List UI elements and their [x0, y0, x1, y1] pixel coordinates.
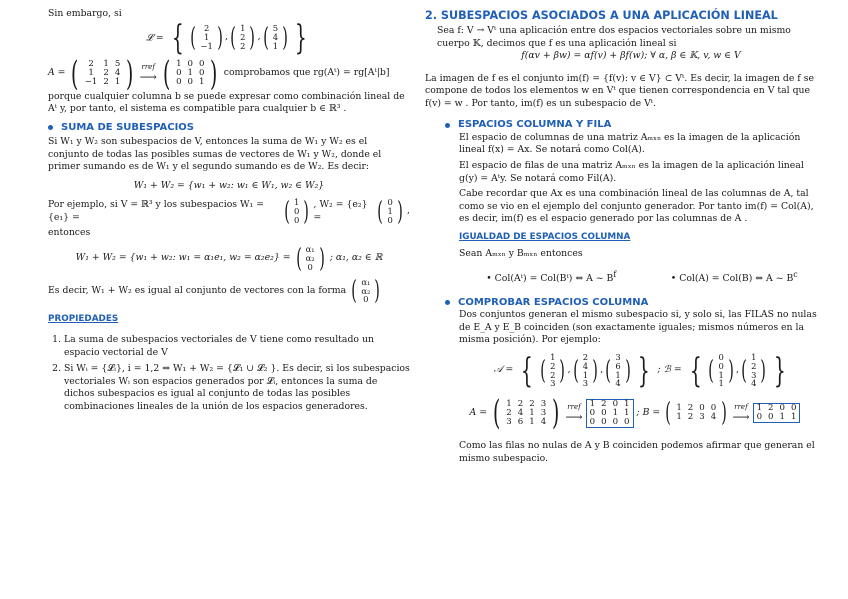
vector-entry: 4 — [751, 378, 757, 389]
matrix-cell: 2 — [601, 398, 607, 409]
def-formula: f(αv + βw) = αf(v) + βf(w); ∀ α, β ∈ 𝕂, v, w ∈ V — [521, 50, 741, 62]
vector-entry: 4 — [582, 360, 589, 371]
matrix-cell: 5 — [114, 59, 121, 70]
matrix-cell: 2 — [103, 77, 109, 88]
matrix-cell: 4 — [540, 416, 547, 427]
set-vector: ( 1 2 3 4 ) — [741, 351, 767, 389]
bullet-icon — [48, 125, 53, 130]
vector-entry: 1 — [272, 40, 279, 51]
matrix-cell: 2 — [88, 59, 94, 70]
vector-entry: 2 — [240, 40, 246, 51]
matrix-cell: 1 — [612, 407, 619, 418]
matrix-rref — [173, 60, 207, 87]
bullet-icon — [445, 123, 450, 128]
form-vector — [359, 278, 372, 304]
then-text: entonces — [48, 226, 91, 238]
matrix-cell: 1 — [790, 412, 797, 423]
vector-entry: 1 — [615, 369, 621, 380]
vector-entry: 4 — [272, 32, 279, 43]
vector-entry: 0 — [363, 294, 369, 305]
matrix-cell: 0 — [176, 77, 182, 88]
left-column — [48, 8, 410, 417]
matrix-cell: 0 — [790, 403, 797, 414]
matrix-cell: 2 — [768, 403, 774, 414]
matrix-cell: 2 — [506, 407, 512, 418]
sum-example-row: W₁ + W₂ = {w₁ + w₂: w₁ = α₁e₁, w₂ = α₂e₂} = ( α₁ α₂ 0 ) ; α₁, α₂ ∈ ℝ — [75, 243, 383, 274]
matrix-cell: 0 — [187, 77, 194, 88]
rref-arrow: rref ⟶ — [565, 402, 583, 424]
eq-item-col: • Col(A) = Col(B) ⇔ A ~ $B^c$ — [670, 270, 798, 285]
matrix-cell: 1 — [624, 398, 630, 409]
prop-item: 1. La suma de subespacios vectoriales de V tiene como resultado un espacio vectorial de V — [64, 334, 410, 359]
vector-entry: 1 — [240, 23, 246, 34]
vector-entry: 2 — [550, 360, 556, 371]
def-line2: cuerpo 𝕂, decimos que f es una aplicación lineal si — [437, 37, 677, 49]
matrix-cell: 0 — [601, 407, 607, 418]
matrix-cell: 1 — [529, 416, 535, 427]
matrix-cell: 0 — [176, 68, 182, 79]
rref-arrow: rref ⟶ — [732, 402, 750, 424]
set-vector: ( 1 2 2 ) — [230, 22, 256, 53]
matrix-cell: 1 — [176, 59, 182, 70]
matrix-cell: 1 — [187, 68, 194, 79]
e2-vector — [386, 198, 395, 224]
matrix-cell: 1 — [88, 68, 94, 79]
matrix-cell: 0 — [601, 416, 607, 427]
matrix-cell: 1 — [103, 59, 109, 70]
eq-heading: IGUALDAD DE ESPACIOS COLUMNA — [459, 231, 631, 242]
col-heading: ESPACIOS COLUMNA Y FILA — [425, 118, 825, 132]
matrix-A-row: A = ( 2 1 5 1 2 4 −1 2 1 ) rref ⟶ ( 1 0 0 0 1 0 0 0 1 ) comprobamos que rg(Aᵗ) = rg[Aᵗ|b] — [48, 53, 390, 94]
matrix-cell: 3 — [699, 412, 705, 423]
matrix-cell: 1 — [529, 407, 535, 418]
vector-entry: 0 — [718, 360, 724, 371]
matrix-A — [503, 400, 549, 427]
conclusion-text: porque cualquier columna b se puede expresar como combinación lineal de Aᵗ y, por tanto, el sistema es compatible para cualquier b ∈ ℝ³ . — [48, 90, 405, 115]
matrix-cell: 2 — [529, 398, 535, 409]
sum-formula: W₁ + W₂ = {w₁ + w₂: w₁ ∈ W₁, w₂ ∈ W₂} — [133, 179, 325, 191]
matrix-cell: 0 — [589, 416, 596, 427]
matrix-A — [82, 60, 124, 87]
matrix-cell: 1 — [779, 412, 785, 423]
vector-entry: α₂ — [361, 285, 371, 296]
vector-entry: 2 — [203, 23, 210, 34]
matrix-cell: 1 — [676, 403, 682, 414]
vector-entry: 0 — [294, 214, 300, 225]
row-text: El espacio de filas de una matriz Aₘₓₙ es la imagen de la aplicación lineal g(y) = Aᵗy. Se notará como Fil(A). — [459, 159, 804, 184]
vector-entry: 2 — [240, 32, 246, 43]
matrix-cell: 0 — [779, 403, 785, 414]
col-text: El espacio de columnas de una matriz Aₘₓₙ es la imagen de la aplicación lineal f(x) = Ax. Se notará como Col(A). — [459, 131, 801, 156]
vector-entry: α₁ — [361, 276, 371, 287]
matrix-cell: 0 — [710, 403, 717, 414]
vector-entry: 1 — [550, 351, 556, 362]
vector-entry: 5 — [272, 23, 279, 34]
matrix-cell: 2 — [687, 412, 694, 423]
set-vector: ( 5 4 1 ) — [262, 22, 288, 53]
matrix-cell: 1 — [756, 403, 763, 414]
vector-entry: 4 — [615, 378, 621, 389]
matrix-cell: 1 — [506, 398, 512, 409]
right-column — [425, 8, 825, 465]
vector-entry: 2 — [582, 351, 589, 362]
vector-entry: 1 — [718, 378, 724, 389]
eq-items — [459, 270, 825, 286]
matrix-cell: 3 — [540, 398, 547, 409]
rref-arrow: rref ⟶ — [139, 63, 157, 85]
matrix-rref-A — [587, 400, 633, 427]
set-vector: ( 1 2 2 3 ) — [540, 351, 566, 389]
check-text: Dos conjuntos generan el mismo subespacio si, y solo si, las FILAS no nulas de E_A y E_B coinciden (son exactamente iguales; mismos números en la misma posición). Por ejemplo: — [459, 309, 817, 346]
vector-entry: 0 — [294, 206, 300, 217]
matrix-cell: 0 — [612, 416, 619, 427]
vector-entry: 1 — [294, 197, 300, 208]
matrix-cell: 6 — [517, 416, 524, 427]
vector-entry: 2 — [751, 360, 757, 371]
equal-row: Es decir, W₁ + W₂ es igual al conjunto de vectores con la forma ( α₁ α₂ 0 ) — [48, 275, 381, 306]
sum-vector — [304, 245, 317, 271]
matrix-cell: 0 — [199, 59, 205, 70]
matrix-cell: 0 — [187, 59, 194, 70]
eq-text: Sean Aₘₓₙ y Bₘₓₙ entonces — [459, 247, 583, 259]
matrix-cell: 4 — [517, 407, 524, 418]
matrix-cell: 0 — [768, 412, 774, 423]
matrix-cell: 0 — [756, 412, 763, 423]
vector-entry: 0 — [718, 351, 724, 362]
sum-definition: Si W₁ y W₂ son subespacios de V, entonces la suma de W₁ y W₂ es el conjunto de todas las posibles sumas de vectores de W₁ y W₂, donde el primer sumando es de W₁ y el segundo sumando es de W₂. Es decir: — [48, 136, 382, 173]
matrix-cell: 0 — [624, 416, 630, 427]
final-text: Como las filas no nulas de A y B coinciden podemos afirmar que generan el mismo subespacio. — [459, 440, 815, 464]
set-L-vectors: { ( 2 1 −1 ) , ( 1 2 2 ) , ( 5 4 1 ) } — [171, 17, 307, 58]
set-vector: ( 2 4 1 3 ) — [572, 351, 598, 389]
section-title: 2. SUBESPACIOS ASOCIADOS A UNA APLICACIÓN LINEAL — [425, 9, 778, 22]
matrix-B — [673, 404, 719, 422]
matrix-cell: 3 — [506, 416, 512, 427]
vector-entry: α₂ — [305, 253, 315, 264]
matrix-cell: 1 — [114, 77, 121, 88]
set-vector: ( 3 6 1 4 ) — [605, 351, 631, 389]
matrix-cell: 1 — [676, 412, 682, 423]
bullet-icon — [445, 300, 450, 305]
recall-text: Cabe recordar que Ax es una combinación lineal de las columnas de A, tal como se vio en el ejemplo del conjunto generador. Por tanto im(f) = Col(A), es decir, im(f) es el espacio generado por las columnas de A . — [459, 188, 814, 225]
set-vector: ( 2 1 −1 ) — [190, 22, 223, 53]
set-L: 𝓛 = { ( 2 1 −1 ) , ( 1 2 2 ) , ( 5 4 1 ) } — [48, 21, 410, 55]
matrix-cell: −1 — [84, 77, 98, 88]
matrix-cell: 0 — [699, 403, 705, 414]
sum-heading: SUMA DE SUBESPACIOS — [48, 121, 410, 135]
props-list — [48, 334, 410, 413]
matrix-cell: 4 — [710, 412, 717, 423]
set-vector: ( 0 0 1 1 ) — [708, 351, 734, 389]
vector-entry: 1 — [203, 32, 210, 43]
vector-entry: 3 — [550, 378, 556, 389]
matrix-cell: 0 — [612, 398, 619, 409]
matrix-cell: 1 — [624, 407, 630, 418]
matrix-cell: 1 — [589, 398, 596, 409]
image-text: La imagen de f es el conjunto im(f) = {f(v): v ∈ V} ⊂ Vᵗ. Es decir, la imagen de f se compone de todos los elementos w en Vᵗ que tienen correspondencia en V tal que f(v) = w . Por tanto, im(f) es un subespacio de Vᵗ. — [425, 72, 814, 109]
prop-item: 2. Si Wᵢ = {𝓛ᵢ}, i = 1,2 ⇒ W₁ + W₂ = {𝓛₁ ∪ 𝓛₂ }. Es decir, si los subespacios vectoriales Wᵢ son espacios generados por 𝓛ᵢ, entonces la suma de dichos subespacios es igual al conjunto de todas las posibles combinaciones lineales de la unión de los espacios generadores. — [64, 363, 410, 413]
vector-entry: 1 — [718, 369, 724, 380]
vector-entry: 3 — [615, 351, 621, 362]
matrix-rref-B — [754, 404, 800, 422]
check-heading: COMPROBAR ESPACIOS COLUMNA — [425, 296, 825, 310]
matrix-cell: 2 — [687, 403, 694, 414]
sets-row: 𝒜 = { ( 1 2 2 3 ) , ( 2 4 1 3 ) , ( 3 6 1 4 ) } ; ℬ = { ( 0 0 1 1 ) , ( 1 2 3 4 ) } — [493, 350, 786, 391]
example-row: Por ejemplo, si V = ℝ³ y los subespacios W₁ = {e₁} = ( 1 0 0 ) , W₂ = {e₂} = ( 0 1 0 ) , — [48, 196, 410, 227]
vector-entry: 2 — [550, 369, 556, 380]
props-heading: PROPIEDADES — [48, 314, 119, 325]
vector-entry: −1 — [200, 40, 213, 51]
vector-entry: 1 — [387, 206, 393, 217]
matrix-cell: 0 — [589, 407, 596, 418]
intro-text: Sin embargo, si — [48, 8, 122, 19]
vector-entry: 6 — [615, 360, 621, 371]
vector-entry: 3 — [582, 378, 589, 389]
vector-entry: 0 — [387, 197, 393, 208]
rank-text: comprobamos que rg(Aᵗ) = rg[Aᵗ|b] — [223, 67, 390, 79]
matrix-cell: 3 — [540, 407, 547, 418]
vector-entry: 1 — [582, 369, 589, 380]
matrix-cell: 4 — [114, 68, 121, 79]
matrix-cell: 2 — [517, 398, 524, 409]
e1-vector — [292, 198, 301, 224]
matrix-cell: 0 — [199, 68, 205, 79]
vector-entry: 3 — [751, 369, 757, 380]
def-line1: Sea f: V → Vᵗ una aplicación entre dos espacios vectoriales sobre un mismo — [437, 25, 791, 37]
matrix-cell: 2 — [103, 68, 109, 79]
matrices-row: A = ( 1 2 2 3 2 4 1 3 3 6 1 4 ) rref ⟶ 1 2 0 1 0 0 1 1 0 0 0 0 ; B = ( 1 2 0 0 1 2 3 4 ) rref ⟶ 1 2 0 0 0 0 1 1 — [425, 396, 825, 430]
vector-entry: 0 — [387, 214, 393, 225]
matrix-cell: 1 — [199, 77, 205, 88]
vector-entry: α₁ — [305, 244, 315, 255]
vector-entry: 1 — [751, 351, 757, 362]
vector-entry: 0 — [307, 261, 313, 272]
eq-item-fil: • Col(Aᵗ) = Col(Bᵗ) ⇔ A ~ $B^f$ — [486, 270, 617, 285]
